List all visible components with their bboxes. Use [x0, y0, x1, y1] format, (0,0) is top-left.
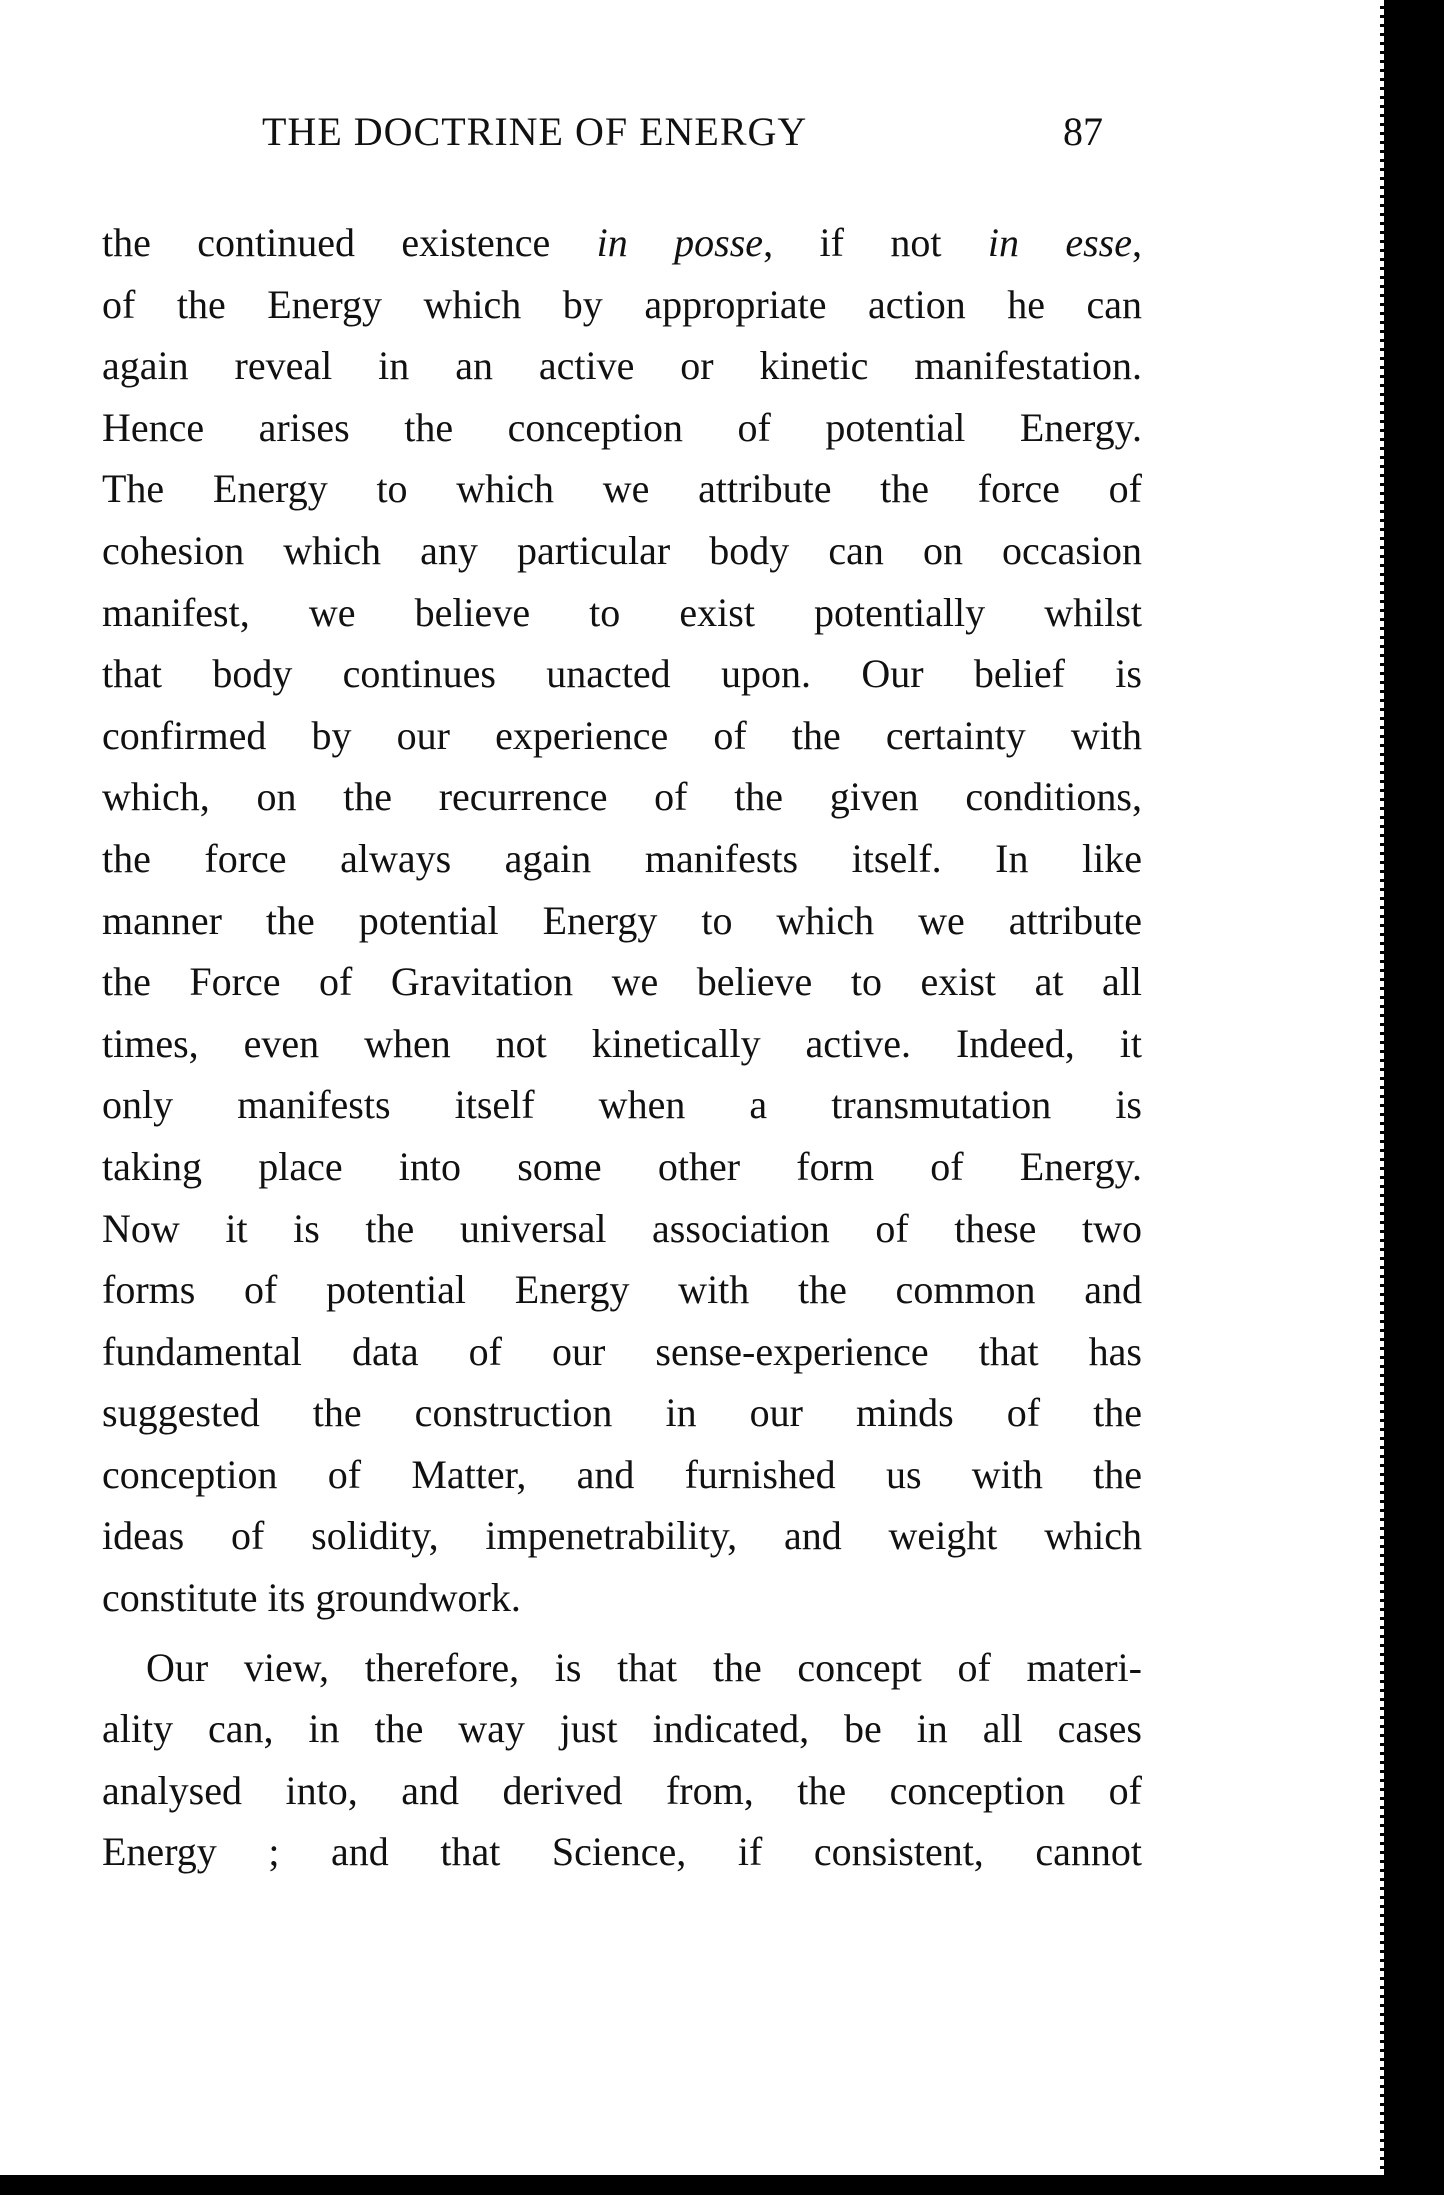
text-line: confirmed by our experience of the certainty with: [102, 712, 1142, 758]
paragraph: [102, 1637, 1142, 1883]
page-edge: [1380, 0, 1384, 2175]
page-number: 87: [1063, 109, 1103, 154]
text-line: manner the potential Energy to which we attribute: [102, 897, 1142, 943]
text-line: constitute its groundwork.: [102, 1575, 521, 1621]
text-line: Now it is the universal association of these two: [102, 1205, 1142, 1251]
text-line: taking place into some other form of Energy.: [102, 1143, 1142, 1189]
text-line: which, on the recurrence of the given conditions,: [102, 774, 1142, 820]
text-line: Energy ; and that Science, if consistent, cannot: [102, 1829, 1142, 1875]
page-header: [0, 108, 1382, 158]
text-line: the continued existence in posse, if not in esse,: [102, 220, 1143, 265]
page-body: [102, 212, 1142, 1883]
text-line: ideas of solidity, impenetrability, and weight which: [102, 1513, 1142, 1559]
text-line: forms of potential Energy with the common and: [102, 1267, 1142, 1313]
text-line: suggested the construction in our minds of the: [102, 1390, 1142, 1436]
text-line: the force always again manifests itself. In like: [102, 835, 1142, 881]
running-title: THE DOCTRINE OF ENERGY: [262, 109, 808, 154]
text-line: the Force of Gravitation we believe to exist at all: [102, 959, 1142, 1005]
text-line: cohesion which any particular body can on occasion: [102, 527, 1142, 573]
text-line: that body continues unacted upon. Our belief is: [102, 651, 1142, 697]
text-line: conception of Matter, and furnished us with the: [102, 1451, 1142, 1497]
text-line: ality can, in the way just indicated, be in all cases: [102, 1706, 1142, 1752]
text-line: The Energy to which we attribute the force of: [102, 466, 1142, 512]
text-line: of the Energy which by appropriate action he can: [102, 281, 1142, 327]
text-line: times, even when not kinetically active. Indeed, it: [102, 1020, 1142, 1066]
text-line: manifest, we believe to exist potentially whilst: [102, 589, 1142, 635]
text-line: fundamental data of our sense-experience that has: [102, 1328, 1142, 1374]
paragraph: [102, 212, 1142, 1629]
text-line: Hence arises the conception of potential Energy.: [102, 404, 1142, 450]
text-line: Our view, therefore, is that the concept of materi-: [146, 1644, 1142, 1690]
text-line: again reveal in an active or kinetic manifestation.: [102, 343, 1142, 389]
italic-phrase: in esse: [987, 220, 1133, 265]
text-line: only manifests itself when a transmutation is: [102, 1082, 1142, 1128]
text-line: analysed into, and derived from, the conception of: [102, 1767, 1142, 1813]
italic-phrase: in posse: [596, 220, 764, 265]
